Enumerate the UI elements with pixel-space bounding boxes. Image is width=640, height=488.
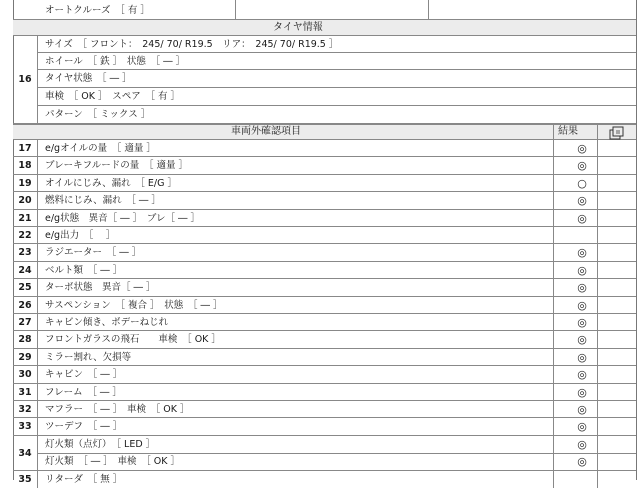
tire-pattern: パターン ［ ミックス ］ [45, 109, 151, 120]
result-mark: ◎ [577, 385, 587, 399]
cruise-label: オートクルーズ ［ 有 ］ [45, 5, 150, 16]
item-text: キャビン ［ ― ］ [45, 369, 123, 381]
item-number: 29 [18, 351, 32, 363]
tire-size: サイズ ［ フロント： 245/ 70/ R19.5 リア： 245/ 70/ R19.5 ］ [45, 39, 339, 50]
result-mark: ◎ [577, 420, 587, 434]
item-text: ツーデフ ［ ― ］ [45, 421, 123, 433]
tire-condition: タイヤ状態 ［ ― ］ [45, 73, 132, 84]
tire-inspection: 車検 ［ OK ］ スペア ［ 有 ］ [45, 91, 181, 102]
item-number: 22 [18, 230, 32, 241]
result-mark: ◎ [577, 350, 587, 364]
inspection-sheet [13, 0, 638, 485]
table-row [13, 262, 636, 279]
tire-section-number: 16 [18, 74, 32, 85]
table-row [13, 140, 636, 157]
inspection-header-label: 車両外確認項目 [231, 126, 301, 137]
result-mark: ◎ [577, 281, 587, 295]
item-number: 18 [18, 160, 32, 172]
table-row [13, 349, 636, 366]
item-number: 19 [18, 177, 32, 189]
item-text: フロントガラスの飛石 車検 ［ OK ］ [45, 334, 221, 346]
table-row [13, 279, 636, 296]
result-mark: ◎ [577, 194, 587, 208]
item-text: 灯火類（点灯） ［ LED ］ [45, 438, 156, 450]
result-mark: ◎ [577, 263, 587, 277]
item-number: 27 [18, 317, 32, 328]
item-text: 燃料にじみ、漏れ ［ ― ］ [45, 195, 161, 207]
result-mark: ○ [577, 176, 587, 190]
result-mark: ◎ [577, 368, 587, 382]
item-text: フレーム ［ ― ］ [45, 386, 122, 398]
item-number: 30 [18, 369, 32, 381]
item-text: e/g状態 異音［ ― ］ ブレ［ ― ］ [45, 212, 201, 224]
item-text: キャビン傾き、ボデーねじれ [45, 317, 169, 328]
item-text: ベルト類 ［ ― ］ [45, 264, 123, 276]
item-number: 33 [18, 421, 32, 433]
item-number: 24 [18, 264, 32, 276]
table-row [13, 366, 636, 383]
table-row [13, 314, 636, 331]
item-text: e/gオイルの量 ［ 適量 ］ [45, 143, 156, 154]
table-row [13, 210, 636, 227]
tire-header-row [13, 20, 636, 36]
tire-line-4 [38, 88, 636, 106]
item-text: リターダ ［ 無 ］ [45, 473, 123, 485]
item-text: e/g出力 ［ ］ [45, 230, 116, 241]
copy-icon[interactable] [605, 125, 627, 139]
tire-line-5 [38, 106, 636, 124]
table-row [13, 384, 636, 401]
item-text: ミラー割れ、欠損等 [45, 351, 132, 363]
result-mark: ◎ [577, 403, 587, 416]
result-mark: ◎ [577, 455, 587, 469]
result-mark: ◎ [577, 211, 587, 225]
table-row [13, 401, 636, 418]
tire-line-3 [38, 70, 636, 88]
table-row-35 [13, 471, 636, 488]
item-text: サスペンション ［ 複合 ］ 状態 ［ ― ］ [45, 299, 223, 311]
item-number: 20 [18, 195, 32, 207]
table-row [13, 175, 636, 192]
item-text: 灯火類 ［ ― ］ 車検 ［ OK ］ [45, 456, 181, 468]
table-row [13, 192, 636, 209]
table-row-34 [13, 436, 636, 471]
item-number: 35 [18, 473, 32, 485]
table-row [13, 297, 636, 314]
tire-line-1 [38, 36, 636, 53]
item-number: 26 [18, 299, 32, 311]
item-text: マフラー ［ ― ］ 車検 ［ OK ］ [45, 404, 190, 415]
table-row [13, 227, 636, 244]
item-number: 21 [18, 212, 32, 224]
table-row [13, 418, 636, 435]
inspection-header-row [13, 124, 636, 140]
item-text: ラジエーター ［ ― ］ [45, 247, 142, 259]
item-text: オイルにじみ、漏れ ［ E/G ］ [45, 177, 177, 189]
item-number: 23 [18, 247, 32, 259]
result-mark: ◎ [577, 316, 587, 329]
table-row [13, 331, 636, 348]
item-number: 17 [18, 143, 32, 154]
item-number: 28 [18, 334, 32, 346]
tire-line-2 [38, 53, 636, 70]
item-text: ブレーキフルードの量 ［ 適量 ］ [45, 160, 189, 172]
result-mark: ◎ [577, 159, 587, 173]
result-mark: ◎ [577, 437, 587, 451]
result-mark: ◎ [577, 333, 587, 347]
tire-wheel: ホイール ［ 鉄 ］ 状態 ［ ― ］ [45, 56, 186, 67]
table-row [13, 244, 636, 261]
item-text: ターボ状態 異音［ ― ］ [45, 282, 156, 294]
item-number: 25 [18, 282, 32, 294]
cruise-row [13, 0, 636, 20]
item-number: 34 [18, 448, 32, 460]
item-number: 32 [18, 404, 32, 415]
result-header-label: 結果 [558, 126, 578, 137]
table-row [13, 157, 636, 174]
tire-header-label: タイヤ情報 [273, 22, 323, 33]
result-mark: ◎ [577, 142, 587, 155]
item-number: 31 [18, 386, 32, 398]
result-mark: ◎ [577, 246, 587, 260]
result-mark: ◎ [577, 298, 587, 312]
